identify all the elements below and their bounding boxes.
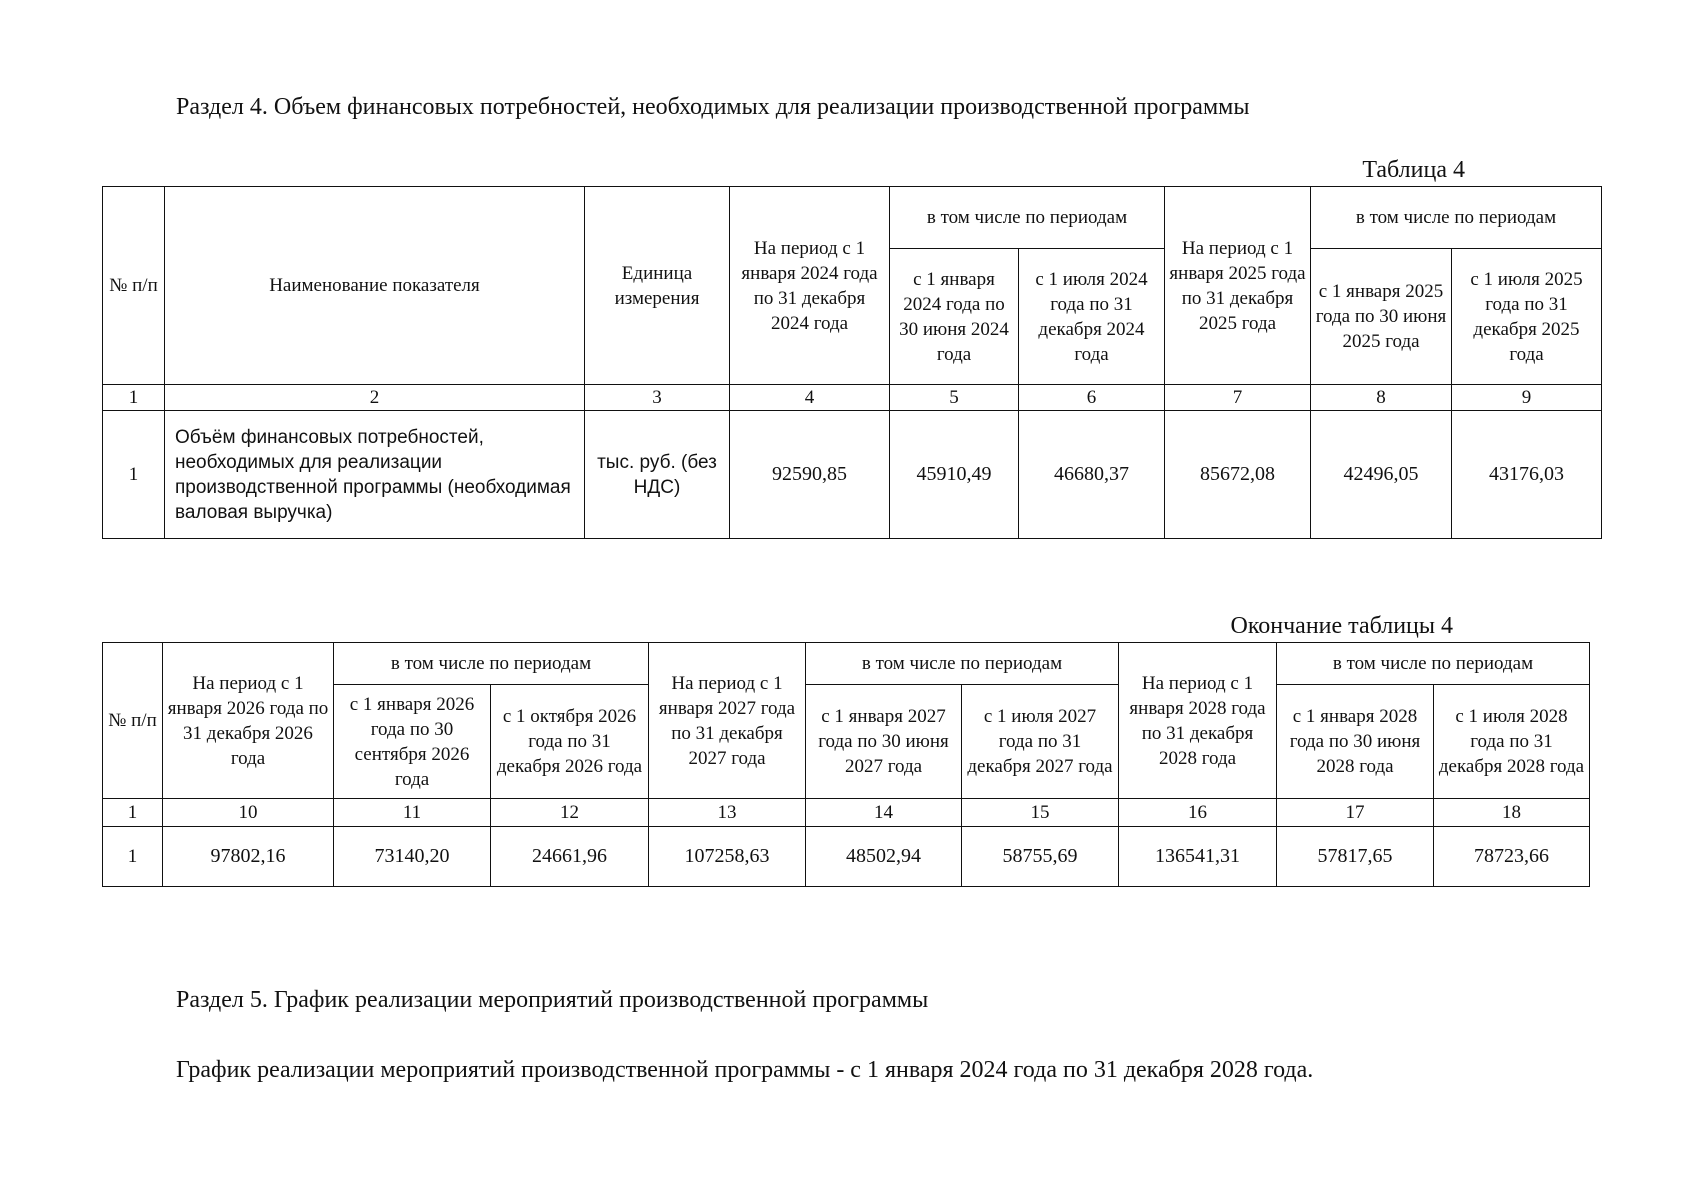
col-number: 2 [165,385,585,411]
header-period-2026: На период с 1 января 2026 года по 31 декабря 2026 года [163,643,334,799]
row-num: 1 [103,411,165,539]
col-number: 5 [890,385,1019,411]
header-2027-h2: с 1 июля 2027 года по 31 декабря 2027 года [962,685,1119,799]
col-number: 15 [962,799,1119,827]
col-number: 9 [1452,385,1602,411]
col-number: 17 [1277,799,1434,827]
value-2026: 97802,16 [163,827,334,887]
col-number: 3 [585,385,730,411]
header-2027-h1: с 1 января 2027 года по 30 июня 2027 года [806,685,962,799]
header-2024-h2: с 1 июля 2024 года по 31 декабря 2024 года [1019,249,1165,385]
header-num: № п/п [103,187,165,385]
col-number: 1 [103,799,163,827]
header-unit: Единица измерения [585,187,730,385]
col-number: 10 [163,799,334,827]
value-2025: 85672,08 [1165,411,1311,539]
table-4-end [102,642,1590,887]
col-number: 7 [1165,385,1311,411]
value-2024-h1: 45910,49 [890,411,1019,539]
col-number: 11 [334,799,491,827]
value-2025-h2: 43176,03 [1452,411,1602,539]
table-4-caption: Таблица 4 [1362,157,1465,183]
header-period-2024: На период с 1 января 2024 года по 31 декабря 2024 года [730,187,890,385]
header-2025-h1: с 1 января 2025 года по 30 июня 2025 года [1311,249,1452,385]
row-num: 1 [103,827,163,887]
col-number: 4 [730,385,890,411]
row-indicator-name: Объём финансовых потребностей, необходимых для реализации производственной программы (необходимая валовая выручка) [165,411,585,539]
header-2026-a: с 1 января 2026 года по 30 сентября 2026 года [334,685,491,799]
header-incl-2027: в том числе по периодам [806,643,1119,685]
value-2024: 92590,85 [730,411,890,539]
value-2026-a: 73140,20 [334,827,491,887]
col-number: 14 [806,799,962,827]
header-num: № п/п [103,643,163,799]
section-4-title: Раздел 4. Объем финансовых потребностей, необходимых для реализации производственной программы [176,94,1250,120]
column-numbers-row [103,385,1602,411]
header-2026-b: с 1 октября 2026 года по 31 декабря 2026 года [491,685,649,799]
header-2024-h1: с 1 января 2024 года по 30 июня 2024 года [890,249,1019,385]
header-2028-h1: с 1 января 2028 года по 30 июня 2028 года [1277,685,1434,799]
header-incl-2025: в том числе по периодам [1311,187,1602,249]
table-4 [102,186,1602,539]
row-unit: тыс. руб. (без НДС) [585,411,730,539]
value-2028-h1: 57817,65 [1277,827,1434,887]
value-2027-h1: 48502,94 [806,827,962,887]
section-5-title: Раздел 5. График реализации мероприятий производственной программы [176,987,929,1013]
col-number: 1 [103,385,165,411]
value-2028-h2: 78723,66 [1434,827,1590,887]
col-number: 6 [1019,385,1165,411]
header-period-2028: На период с 1 января 2028 года по 31 декабря 2028 года [1119,643,1277,799]
value-2024-h2: 46680,37 [1019,411,1165,539]
table-row [103,827,1590,887]
header-incl-2028: в том числе по периодам [1277,643,1590,685]
value-2026-b: 24661,96 [491,827,649,887]
value-2028: 136541,31 [1119,827,1277,887]
col-number: 18 [1434,799,1590,827]
header-2028-h2: с 1 июля 2028 года по 31 декабря 2028 года [1434,685,1590,799]
col-number: 13 [649,799,806,827]
value-2027-h2: 58755,69 [962,827,1119,887]
header-period-2027: На период с 1 января 2027 года по 31 декабря 2027 года [649,643,806,799]
header-2025-h2: с 1 июля 2025 года по 31 декабря 2025 года [1452,249,1602,385]
value-2025-h1: 42496,05 [1311,411,1452,539]
header-period-2025: На период с 1 января 2025 года по 31 декабря 2025 года [1165,187,1311,385]
col-number: 8 [1311,385,1452,411]
header-name: Наименование показателя [165,187,585,385]
col-number: 12 [491,799,649,827]
section-5-text: График реализации мероприятий производственной программы - с 1 января 2024 года по 31 декабря 2028 года. [176,1057,1314,1083]
table-row [103,411,1602,539]
column-numbers-row [103,799,1590,827]
table-4-end-caption: Окончание таблицы 4 [1230,613,1453,639]
header-incl-2024: в том числе по периодам [890,187,1165,249]
value-2027: 107258,63 [649,827,806,887]
col-number: 16 [1119,799,1277,827]
header-incl-2026: в том числе по периодам [334,643,649,685]
